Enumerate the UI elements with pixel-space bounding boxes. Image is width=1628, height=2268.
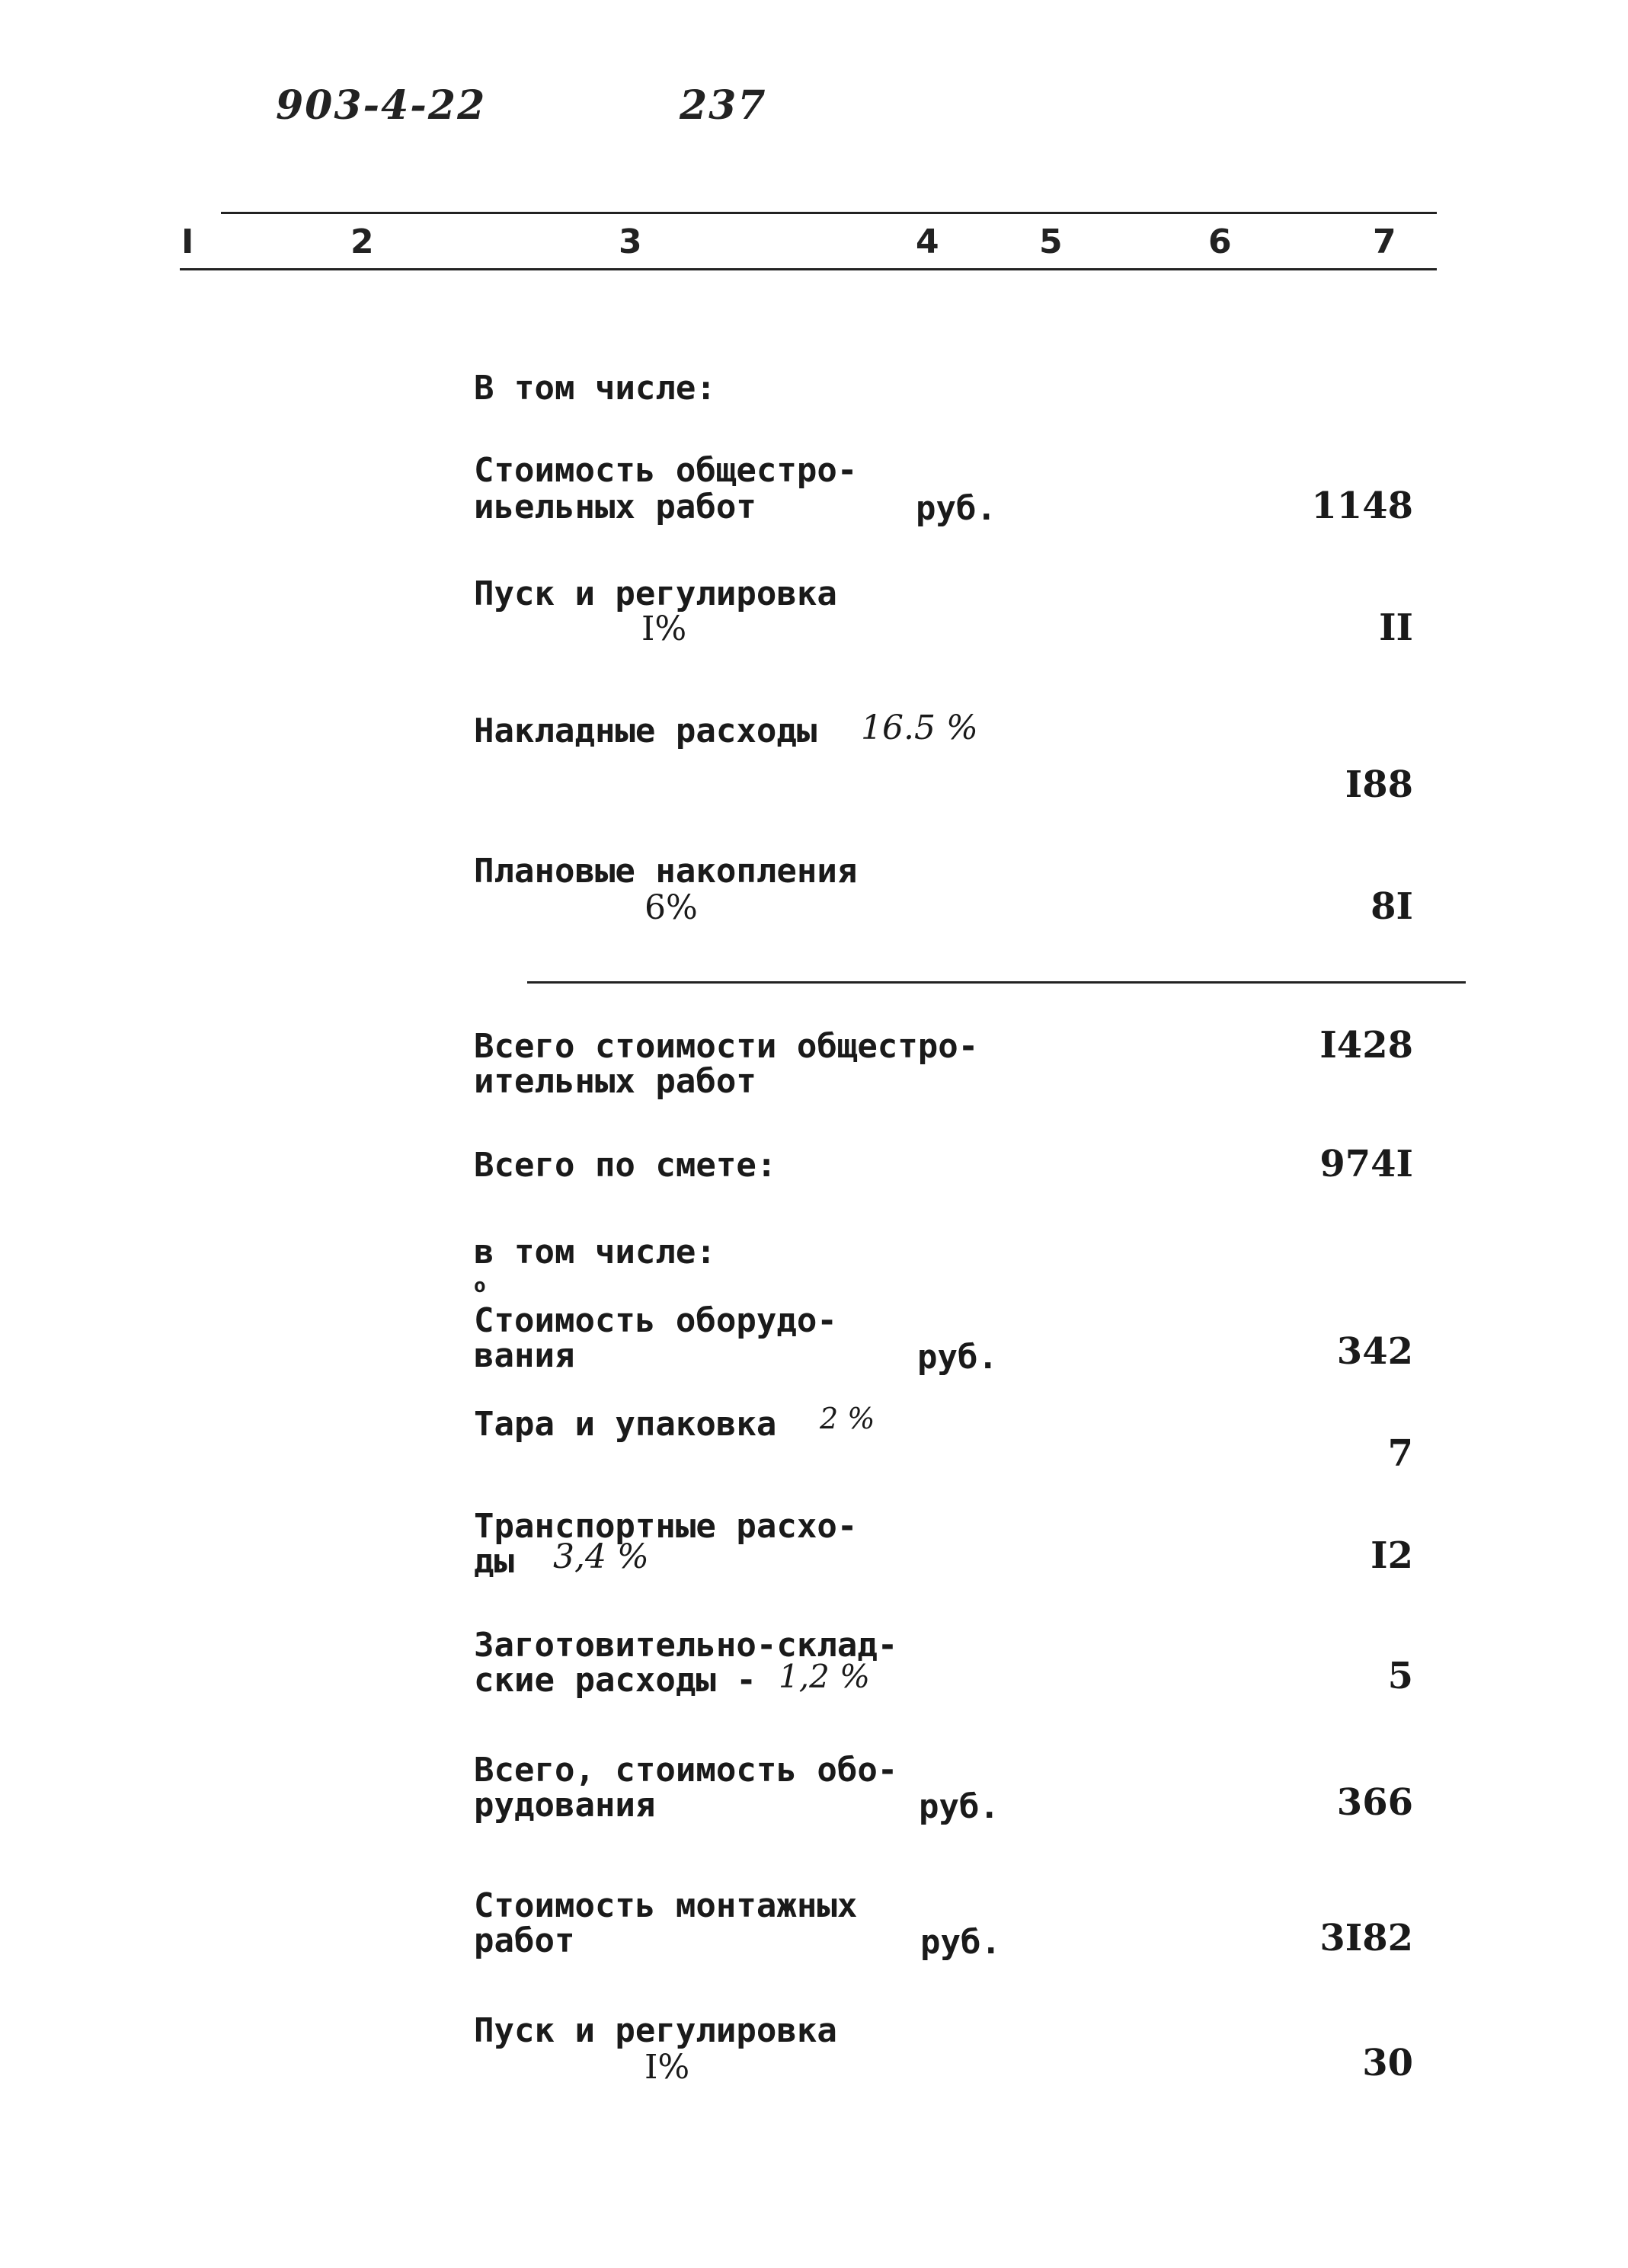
- storage-percent: 1,2 %: [779, 1658, 871, 1695]
- including-heading-2: в том числе:: [474, 1233, 716, 1272]
- column-header-1: I: [181, 222, 194, 261]
- planned-savings-percent: 6%: [644, 888, 698, 927]
- total-gen-line1: Всего стоимости общестро-: [474, 1027, 979, 1066]
- packing-label: Тара и упаковка: [474, 1405, 777, 1444]
- column-header-4: 4: [916, 222, 939, 261]
- header-bottom-rule: [180, 268, 1437, 270]
- column-header-6: 6: [1208, 222, 1232, 261]
- mounting-cost-line1: Стоимость монтажных: [474, 1886, 858, 1925]
- column-header-2: 2: [350, 222, 374, 261]
- total-estimate-label: Всего по смете:: [474, 1146, 777, 1185]
- transport-value: I2: [1371, 1534, 1413, 1577]
- packing-value: 7: [1387, 1432, 1413, 1475]
- transport-percent: 3,4 %: [553, 1537, 649, 1576]
- including-mark: о: [474, 1275, 486, 1297]
- overhead-percent: 16.5 %: [861, 709, 978, 747]
- startup-2-label: Пуск и регулировка: [474, 2011, 837, 2050]
- total-gen-line2: ительных работ: [474, 1062, 756, 1101]
- gen-cost-line1: Стоимость общестро-: [474, 451, 858, 490]
- mounting-cost-line2: работ: [474, 1921, 575, 1960]
- startup-2-value: 30: [1362, 2042, 1413, 2084]
- header-top-rule: [221, 212, 1437, 214]
- equipment-cost-line2: вания: [474, 1336, 575, 1375]
- equipment-cost-value: 342: [1336, 1330, 1413, 1373]
- gen-cost-line2: иьельных работ: [474, 488, 756, 526]
- mounting-cost-value: 3I82: [1319, 1917, 1413, 1959]
- page-number: 237: [680, 82, 767, 129]
- overhead-label: Накладные расходы: [474, 712, 817, 750]
- including-heading: В том числе:: [474, 369, 716, 408]
- total-equipment-unit: руб.: [919, 1787, 1000, 1826]
- gen-cost-unit: руб.: [916, 489, 996, 528]
- mounting-cost-unit: руб.: [920, 1923, 1001, 1962]
- equipment-cost-line1: Стоимость оборудо-: [474, 1301, 837, 1340]
- total-equipment-line1: Всего, стоимость обо-: [474, 1751, 898, 1790]
- column-header-5: 5: [1039, 222, 1063, 261]
- total-estimate-value: 974I: [1319, 1143, 1413, 1185]
- packing-percent: 2 %: [820, 1402, 875, 1435]
- gen-cost-value: 1148: [1311, 485, 1413, 527]
- transport-line1: Транспортные расхо-: [474, 1507, 858, 1546]
- column-header-3: 3: [619, 222, 642, 261]
- total-gen-value: I428: [1319, 1024, 1413, 1067]
- planned-savings-value: 8I: [1371, 885, 1413, 928]
- subtotal-rule: [527, 981, 1466, 984]
- transport-line2: ды: [474, 1542, 514, 1581]
- storage-line1: Заготовительно-склад-: [474, 1626, 898, 1665]
- overhead-value: I88: [1345, 763, 1413, 806]
- equipment-cost-unit: руб.: [917, 1338, 998, 1377]
- column-header-7: 7: [1373, 222, 1396, 261]
- startup-1-percent: I%: [641, 609, 687, 648]
- storage-value: 5: [1387, 1655, 1413, 1697]
- document-code: 903-4-22: [276, 82, 487, 129]
- total-equipment-line2: рудования: [474, 1786, 656, 1825]
- total-equipment-value: 366: [1336, 1781, 1413, 1824]
- planned-savings-label: Плановые накопления: [474, 852, 858, 891]
- startup-2-percent: I%: [644, 2048, 690, 2087]
- startup-1-label: Пуск и регулировка: [474, 574, 837, 613]
- storage-line2: ские расходы -: [474, 1661, 756, 1700]
- startup-1-value: II: [1379, 606, 1413, 649]
